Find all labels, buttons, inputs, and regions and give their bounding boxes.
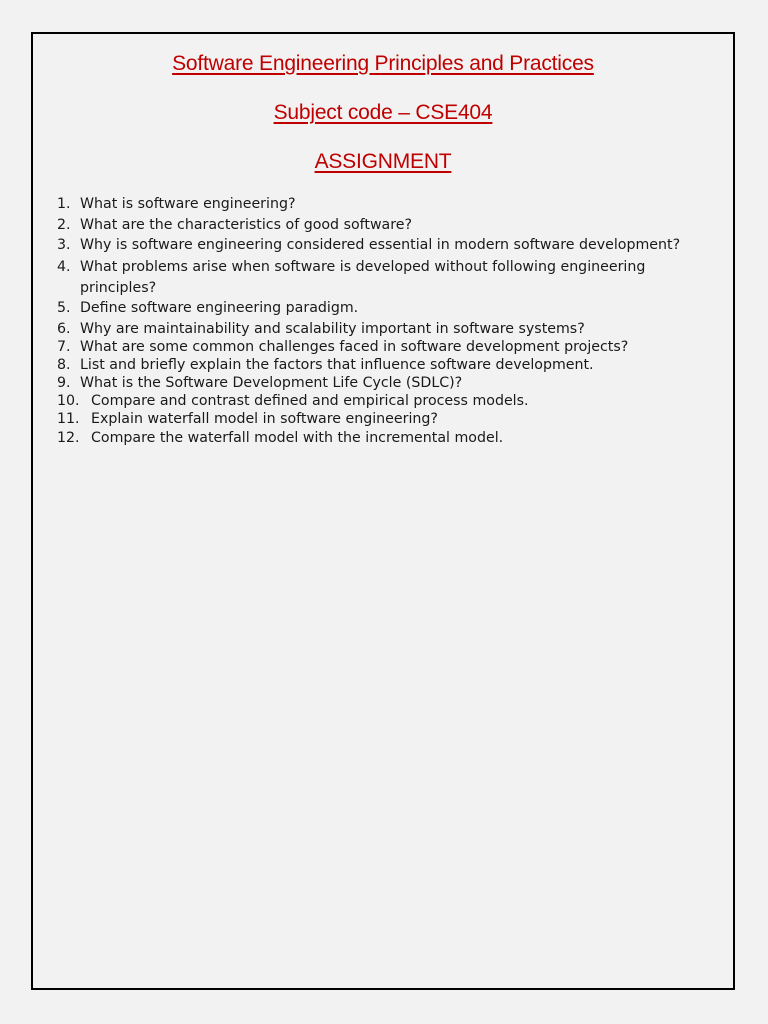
question-number: 1. xyxy=(57,196,71,212)
question-text: Compare and contrast defined and empirical process models. xyxy=(91,393,529,409)
subject-code: Subject code – CSE404 xyxy=(273,101,493,124)
question-number: 5. xyxy=(57,300,71,316)
question-text: Why is software engineering considered essential in modern software development? xyxy=(80,237,681,253)
question-text: Define software engineering paradigm. xyxy=(80,300,359,316)
question-number: 6. xyxy=(57,321,71,337)
question-number: 9. xyxy=(57,375,71,391)
question-item xyxy=(57,298,727,319)
question-text: Compare the waterfall model with the incremental model. xyxy=(91,430,504,446)
question-number: 2. xyxy=(57,217,71,233)
question-number: 8. xyxy=(57,357,71,373)
question-number: 7. xyxy=(57,339,71,355)
question-number: 3. xyxy=(57,237,71,253)
question-number: 10. xyxy=(57,393,80,409)
question-text: Why are maintainability and scalability important in software systems? xyxy=(80,321,585,337)
question-text: What problems arise when software is developed without following engineering principles? xyxy=(80,259,646,296)
question-item xyxy=(57,194,727,215)
question-text: What is the Software Development Life Cycle (SDLC)? xyxy=(80,375,463,391)
question-text: What is software engineering? xyxy=(80,196,296,212)
question-text: What are some common challenges faced in software development projects? xyxy=(80,339,629,355)
question-item xyxy=(57,257,727,299)
question-number: 12. xyxy=(57,430,80,446)
question-item xyxy=(57,409,727,430)
question-number: 4. xyxy=(57,259,71,275)
question-text: What are the characteristics of good software? xyxy=(80,217,413,233)
question-item xyxy=(57,215,727,236)
question-item xyxy=(57,235,727,256)
question-number: 11. xyxy=(57,411,80,427)
question-text: Explain waterfall model in software engineering? xyxy=(91,411,438,427)
document-title: Software Engineering Principles and Practices xyxy=(172,52,594,75)
assignment-heading: ASSIGNMENT xyxy=(314,150,452,173)
question-item xyxy=(57,428,727,449)
question-text: List and briefly explain the factors that influence software development. xyxy=(80,357,594,373)
assignment-page xyxy=(31,32,735,990)
